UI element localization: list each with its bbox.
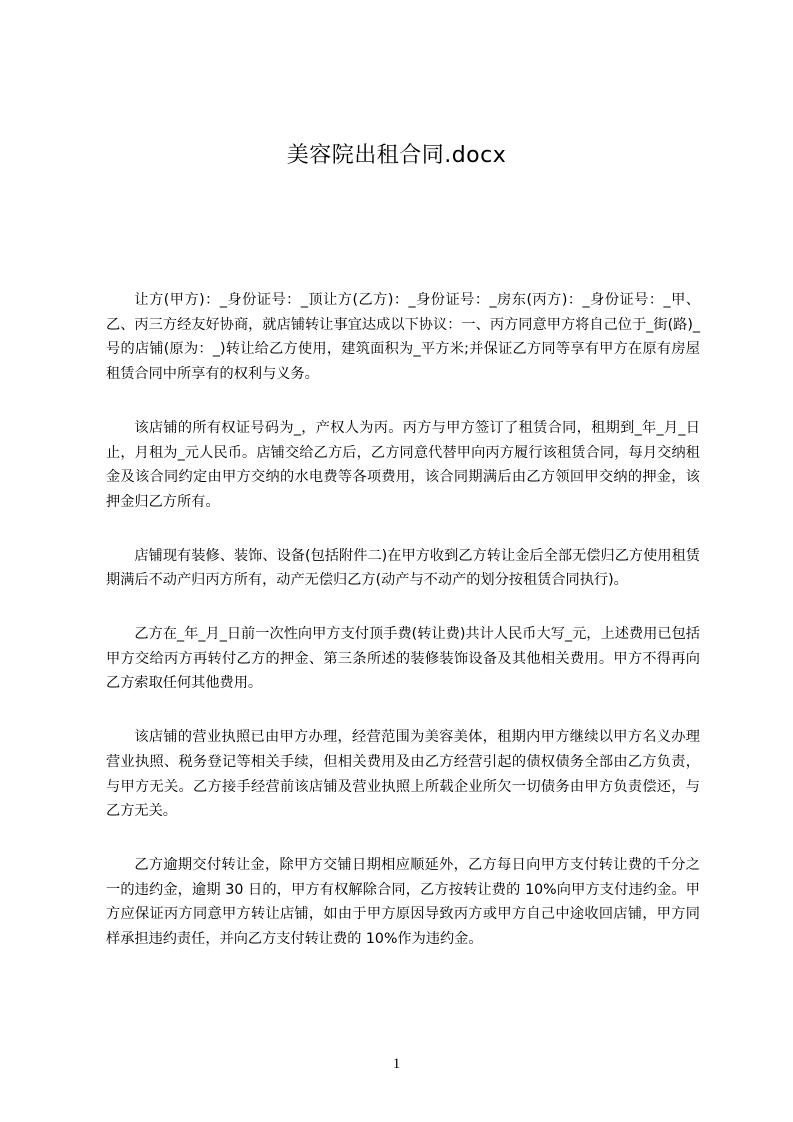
document-title: 美容院出租合同.docx <box>286 143 507 168</box>
paragraph-6: 乙方逾期交付转让金，除甲方交铺日期相应顺延外，乙方每日向甲方支付转让费的千分之一的违约金，逾期 30 日的，甲方有权解除合同，乙方按转让费的 10%向甲方支付违约金。甲方应保证丙方同意甲方转让店铺，如由于甲方原因导致丙方或甲方自己中途收回店铺，甲方同样承担违约责任，并向乙方支付转让费的 10%作为违约金。 <box>106 856 700 948</box>
paragraph-3: 店铺现有装修、装饰、设备(包括附件二)在甲方收到乙方转让金后全部无偿归乙方使用租赁期满后不动产归丙方所有，动产无偿归乙方(动产与不动产的划分按租赁合同执行)。 <box>106 547 700 589</box>
paragraph-5: 该店铺的营业执照已由甲方办理，经营范围为美容美体，租期内甲方继续以甲方名义办理营业执照、税务登记等相关手续，但相关费用及由乙方经营引起的债权债务全部由乙方负责，与甲方无关。乙方接手经营前该店铺及营业执照上所载企业所欠一切债务由甲方负责偿还，与乙方无关。 <box>106 729 700 820</box>
paragraph-2: 该店铺的所有权证号码为_，产权人为丙。丙方与甲方签订了租赁合同，租期到_年_月_日止，月租为_元人民币。店铺交给乙方后，乙方同意代替甲向丙方履行该租赁合同，每月交纳租金及该合同约定由甲方交纳的水电费等各项费用，该合同期满后由乙方领回甲交纳的押金，该押金归乙方所有。 <box>106 419 700 510</box>
document-body <box>106 288 700 981</box>
page-number: 1 <box>392 1056 401 1072</box>
paragraph-4: 乙方在_年_月_日前一次性向甲方支付顶手费(转让费)共计人民币大写_元，上述费用已包括甲方交给丙方再转付乙方的押金、第三条所述的装修装饰设备及其他相关费用。甲方不得再向乙方索取任何其他费用。 <box>106 626 700 692</box>
paragraph-1: 让方(甲方)：_身份证号：_顶让方(乙方)：_身份证号：_房东(丙方)：_身份证号：_甲、乙、丙三方经友好协商，就店铺转让事宜达成以下协议：一、丙方同意甲方将自己位于_街(路)_号的店铺(原为：_)转让给乙方使用，建筑面积为_平方米;并保证乙方同等享有甲方在原有房屋租赁合同中所享有的权利与义务。 <box>106 292 700 383</box>
